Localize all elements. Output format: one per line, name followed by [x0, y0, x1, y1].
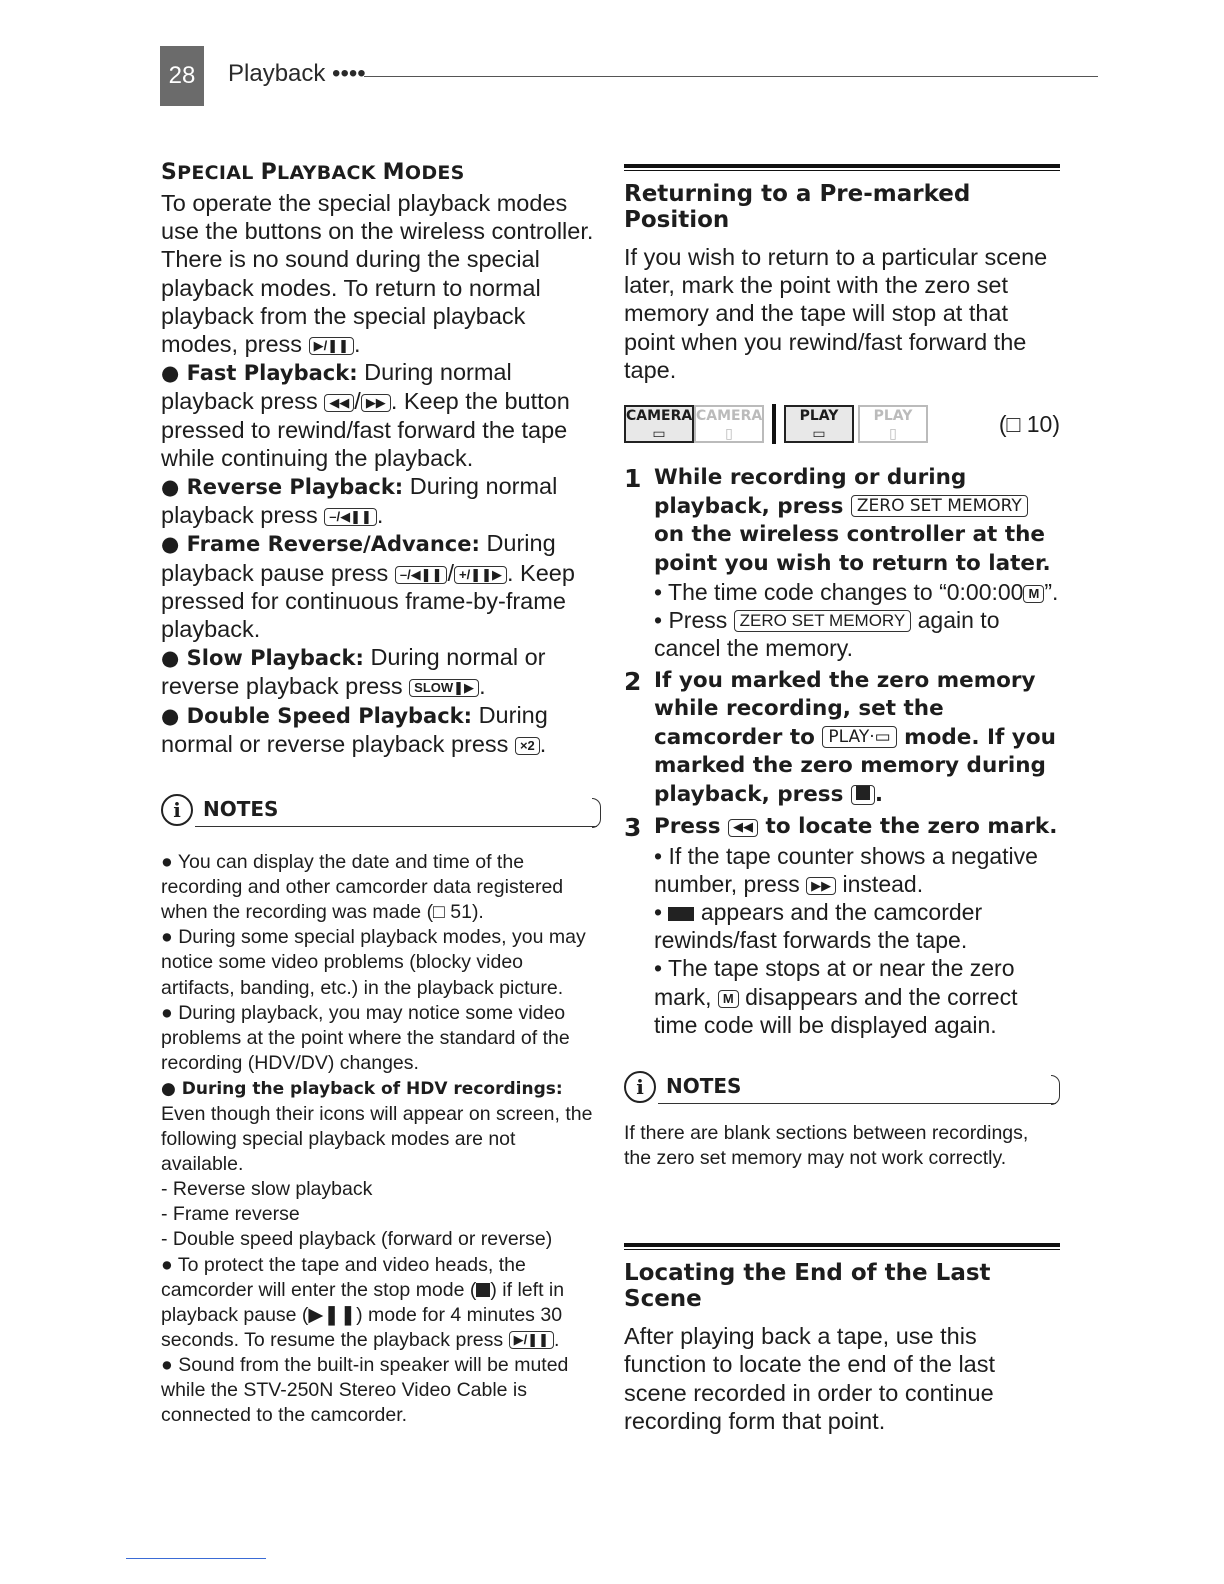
section-rule — [624, 1243, 1060, 1250]
play-pause-button-icon: ▶/❚❚ — [309, 337, 354, 355]
zero-mark-icon: M — [1023, 585, 1044, 603]
note-item: ● You can display the date and time of the recording and other camcorder data registered when the recording was made (□ 51). — [161, 851, 564, 924]
locating-intro: After playing back a tape, use this function to locate the end of the last scene recorded in order to continue recording form that point. — [624, 1323, 996, 1434]
slow-playback-item: ● Slow Playback: During normal or reverse playback press SLOW❚▶ . — [161, 644, 546, 700]
notes-header: i NOTES — [161, 794, 601, 830]
info-icon: i — [624, 1071, 656, 1103]
note-item: ● Sound from the built-in speaker will be muted while the STV-250N Stereo Video Cable is connected to the camcorder. — [161, 1353, 569, 1427]
step-3: 3 Press ◀◀ to locate the zero mark. • If the tape counter shows a negative number, press ▶▶ instead. • appears and the camcorder rewinds/fast forwards the tape. • The tape stops at or near the zero mark, M disappears and the correct time code will be displayed again. — [624, 813, 1058, 1038]
note-item: ● During the playback of HDV recordings: Even though their icons will appear on screen, the following special playback modes are not available. — [161, 1078, 593, 1176]
rewind-button-icon: ◀◀ — [728, 819, 758, 837]
double-speed-item: ● Double Speed Playback: During normal or reverse playback press ×2 . — [161, 701, 548, 757]
stop-icon — [476, 1283, 490, 1297]
returning-intro: If you wish to return to a particular scene later, mark the point with the zero set memory and the tape will stop at that point when you rewind/fast forward the tape. — [624, 244, 1048, 383]
slow-button-icon: SLOW❚▶ — [409, 679, 479, 697]
section-rule — [624, 164, 1060, 171]
notes-header: i NOTES — [624, 1071, 1060, 1107]
camera-card-mode-icon: CAMERA ▯ — [694, 405, 764, 443]
pause-icon: ▶❚❚ — [308, 1303, 357, 1326]
play-tape-mode-icon: PLAY ▭ — [784, 405, 854, 443]
frame-reverse-button-icon: –/◀❚❚ — [395, 566, 448, 584]
returning-section-title: Returning to a Pre-marked Position — [624, 181, 971, 233]
mode-indicator-bar — [624, 402, 1060, 446]
camera-tape-mode-icon: CAMERA ▭ — [624, 405, 694, 443]
info-icon: i — [161, 794, 193, 826]
zero-set-memory-button-icon: ZERO SET MEMORY — [734, 610, 912, 632]
fast-forward-button-icon: ▶▶ — [806, 877, 836, 895]
zero-set-memory-button-icon: ZERO SET MEMORY — [851, 495, 1028, 517]
note-item: If there are blank sections between recordings, the zero set memory may not work correctly. — [624, 1122, 1029, 1170]
frame-advance-button-icon: +/❚❚▶ — [454, 566, 507, 584]
special-playback-heading: SPECIAL PLAYBACK MODES — [161, 160, 465, 185]
page-number-tab: 28 — [160, 46, 204, 106]
page-reference: (□ 10) — [998, 410, 1060, 437]
rewind-button-icon: ◀◀ — [324, 394, 354, 412]
special-playback-intro: To operate the special playback modes use the buttons on the wireless controller. There is no sound during the special playback modes. To return to normal playback from the special playback modes, press ▶/❚❚ . — [161, 190, 594, 358]
stop-button-icon — [851, 785, 875, 805]
right-column — [624, 160, 1060, 1435]
frame-advance-item: ● Frame Reverse/Advance: During playback pause press –/◀❚❚ / +/❚❚▶ . Keep pressed for continuous frame-by-frame playback. — [161, 530, 575, 643]
x2-button-icon: ×2 — [515, 737, 540, 755]
play-pause-button-icon: ▶/❚❚ — [509, 1331, 554, 1349]
header-rule — [364, 76, 1098, 77]
locating-section-title: Locating the End of the Last Scene — [624, 1260, 991, 1313]
step-1: 1 While recording or during playback, press ZERO SET MEMORY on the wireless controller at the point you wish to return to later. • The time code changes to “0:00:00 M ”. • Press ZERO SET MEMORY again to cancel the memory. — [624, 464, 1059, 662]
note-item: ● During some special playback modes, you may notice some video problems (blocky video artifacts, banding, etc.) in the playback picture. — [161, 926, 586, 999]
note-item: ● During playback, you may notice some video problems at the point where the standard of the recording (HDV/DV) changes. — [161, 1001, 570, 1074]
play-mode-button-icon: PLAY·▭ — [822, 726, 896, 748]
unavailable-mode-item: - Double speed playback (forward or reverse) — [161, 1228, 553, 1251]
zero-mark-icon: M — [718, 990, 739, 1008]
rewind-indicator-icon — [668, 907, 694, 921]
play-card-mode-icon: PLAY ▯ — [858, 405, 928, 443]
left-column — [161, 160, 601, 1428]
page-footer-rule — [126, 1558, 266, 1559]
note-item: ● To protect the tape and video heads, the camcorder will enter the stop mode ( ) if left in playback pause (▶❚❚) mode for 4 minutes 30 seconds. To resume the playback press ▶/❚❚ . — [161, 1253, 565, 1351]
page-header-title: Playback •••• — [228, 60, 366, 87]
fast-forward-button-icon: ▶▶ — [361, 394, 391, 412]
step-2: 2 If you marked the zero memory while recording, set the camcorder to PLAY·▭ mode. If you marked the zero memory during playback, press . — [624, 666, 1056, 807]
unavailable-mode-item: - Reverse slow playback — [161, 1178, 373, 1201]
unavailable-mode-item: - Frame reverse — [161, 1203, 300, 1226]
fast-playback-item: ● Fast Playback: During normal playback press ◀◀ / ▶▶ . Keep the button pressed to rewind/fast forward the tape while continuing the playback. — [161, 359, 570, 471]
reverse-playback-item: ● Reverse Playback: During normal playback press –/◀❚❚ . — [161, 473, 558, 529]
frame-reverse-button-icon: –/◀❚❚ — [324, 508, 377, 526]
